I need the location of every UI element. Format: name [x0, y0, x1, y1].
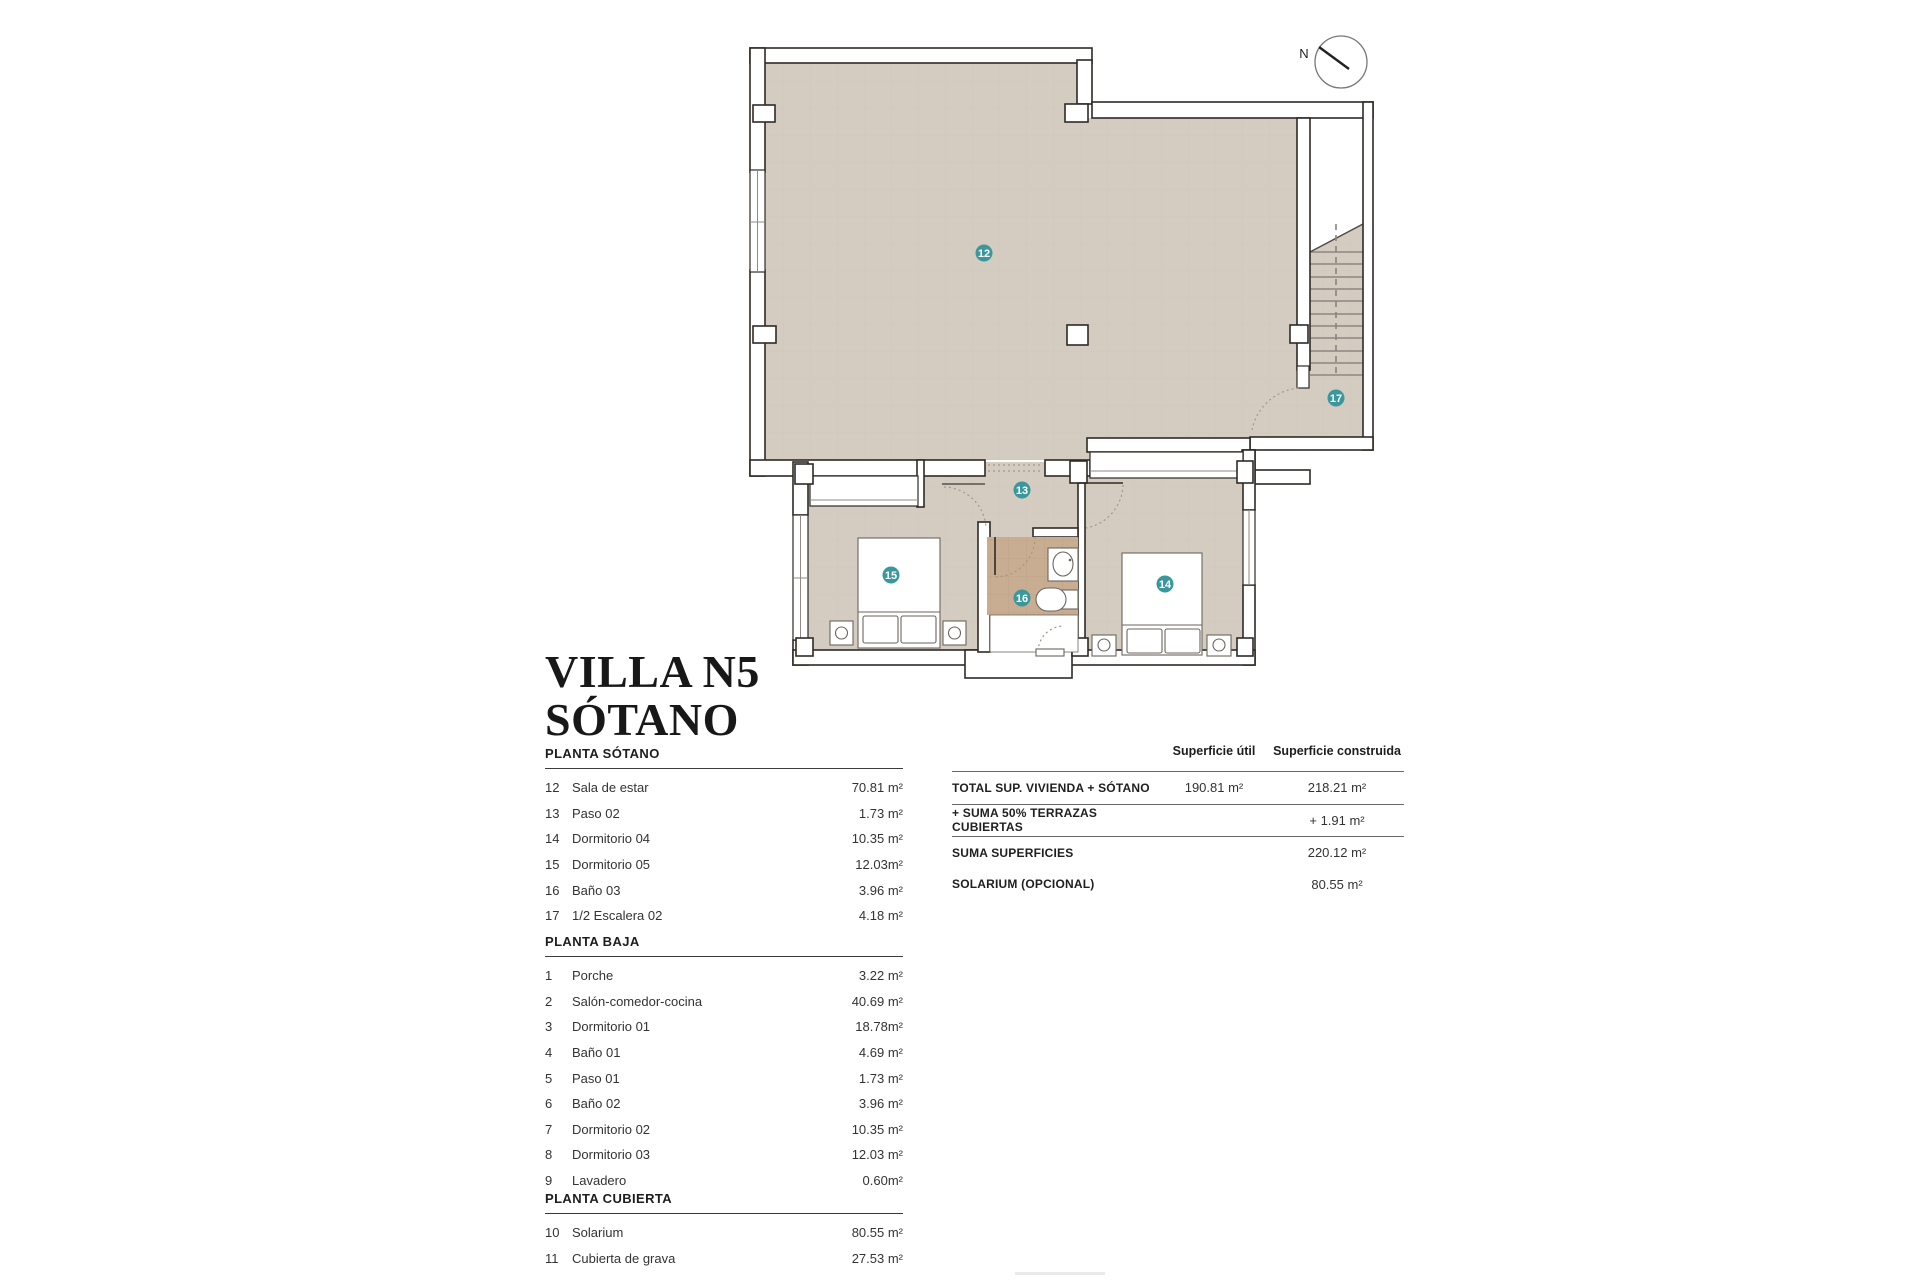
room-label-16 — [1014, 590, 1031, 607]
living-room-floor — [765, 63, 1363, 460]
table-row: 16 Baño 03 3.96 m² — [545, 882, 903, 898]
summary-header-row — [952, 744, 1404, 772]
svg-text:16: 16 — [1015, 593, 1029, 605]
section-heading: PLANTA BAJA — [545, 934, 903, 957]
svg-text:14: 14 — [1158, 579, 1172, 591]
table-row: 3 Dormitorio 01 18.78m² — [545, 1019, 903, 1035]
section-heading: PLANTA SÓTANO — [545, 746, 903, 769]
table-row: 17 1/2 Escalera 02 4.18 m² — [545, 908, 903, 924]
window-bedroom14-right — [1243, 510, 1255, 585]
table-row: 15 Dormitorio 05 12.03m² — [545, 857, 903, 873]
bathroom — [987, 537, 1078, 615]
table-row: 8 Dormitorio 03 12.03 m² — [545, 1147, 903, 1163]
toilet — [1036, 588, 1078, 611]
table-row: 4 Baño 01 4.69 m² — [545, 1045, 903, 1061]
table-row: 12 Sala de estar 70.81 m² — [545, 780, 903, 796]
sink — [1048, 548, 1078, 581]
page-title — [545, 648, 760, 744]
room-label-17 — [1328, 390, 1345, 407]
section-planta-baja — [545, 934, 903, 1193]
summary-row: SUMA SUPERFICIES 220.12 m² — [952, 845, 1367, 861]
title-line2: SÓTANO — [545, 694, 739, 745]
table-row: 11 Cubierta de grava 27.53 m² — [545, 1250, 903, 1266]
table-row: 2 Salón-comedor-cocina 40.69 m² — [545, 993, 903, 1009]
room-label-12 — [976, 245, 993, 262]
room-label-14 — [1157, 576, 1174, 593]
compass-icon — [1299, 36, 1367, 88]
room-label-13 — [1014, 482, 1031, 499]
compass-north-label: N — [1299, 46, 1309, 61]
section-planta-sotano — [545, 746, 903, 929]
entry-alcove — [990, 615, 1078, 656]
summary-col-util: Superficie útil — [1172, 744, 1256, 758]
title-line1: VILLA N5 — [545, 646, 760, 697]
table-row: 10 Solarium 80.55 m² — [545, 1225, 903, 1241]
room-label-15 — [883, 567, 900, 584]
section-planta-cubierta — [545, 1191, 903, 1271]
summary-row: SOLARIUM (OPCIONAL) 80.55 m² — [952, 876, 1363, 892]
summary-row: TOTAL SUP. VIVIENDA + SÓTANO 190.81 m² 218.21 m² — [952, 772, 1404, 805]
table-row: 6 Baño 02 3.96 m² — [545, 1096, 903, 1112]
svg-text:15: 15 — [884, 570, 898, 582]
window-bedroom15-left — [793, 515, 808, 640]
table-row: 5 Paso 01 1.73 m² — [545, 1070, 903, 1086]
table-row: 14 Dormitorio 04 10.35 m² — [545, 831, 903, 847]
svg-text:12: 12 — [977, 248, 991, 260]
summary-row: + SUMA 50% TERRAZAS CUBIERTAS + 1.91 m² — [952, 805, 1404, 838]
svg-text:13: 13 — [1015, 485, 1029, 497]
table-row: 9 Lavadero 0.60m² — [545, 1173, 903, 1189]
window-living-left — [750, 170, 765, 272]
table-row: 13 Paso 02 1.73 m² — [545, 805, 903, 821]
table-row: 7 Dormitorio 02 10.35 m² — [545, 1121, 903, 1137]
table-row: 1 Porche 3.22 m² — [545, 968, 903, 984]
section-heading: PLANTA CUBIERTA — [545, 1191, 903, 1214]
footer-divider — [1015, 1272, 1105, 1275]
summary-col-constr: Superficie construida — [1273, 744, 1401, 758]
surface-summary-table — [952, 744, 1404, 900]
svg-text:17: 17 — [1329, 393, 1343, 405]
